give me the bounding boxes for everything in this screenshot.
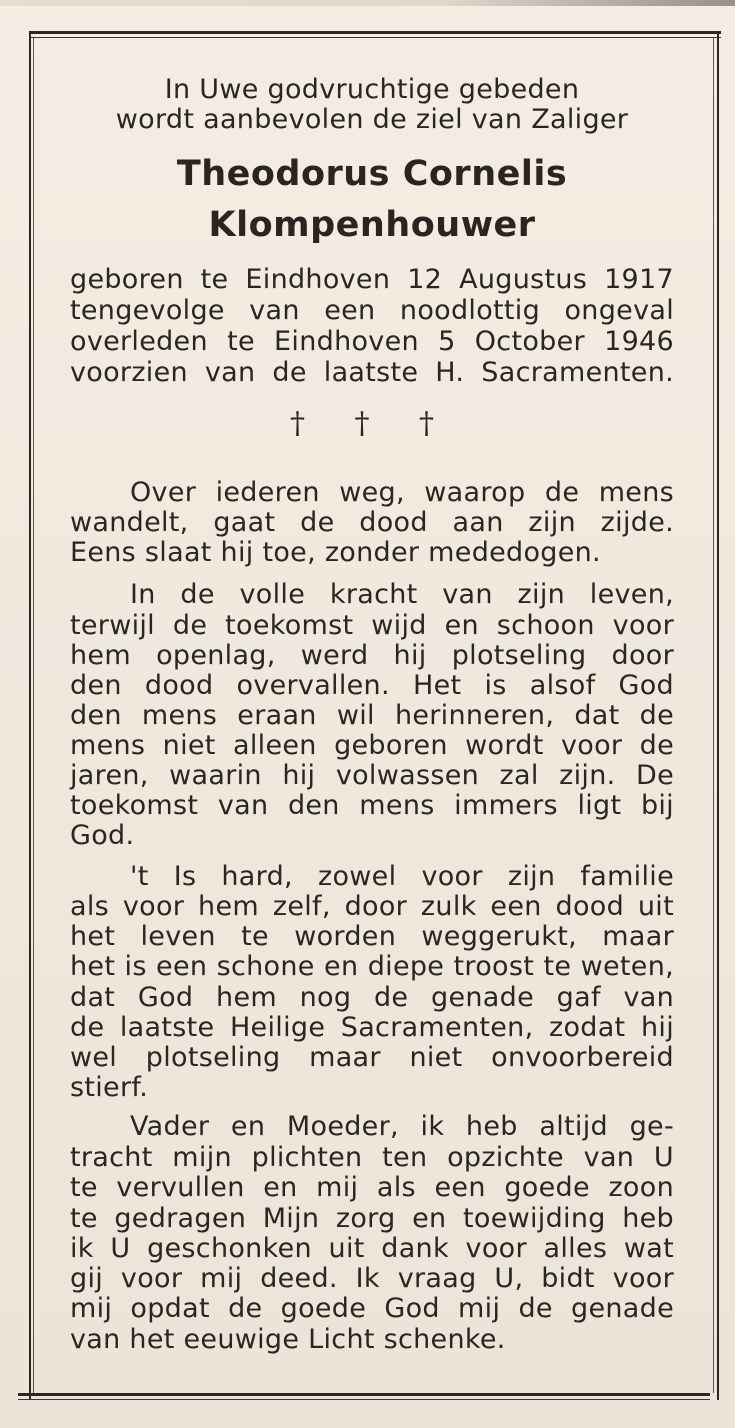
paragraph-2-line: terwijl de toekomst wijd en schoon voor — [70, 610, 674, 641]
frame-border-top — [31, 31, 721, 34]
card-edge-shadow — [0, 0, 735, 6]
paragraph-2-line: hem openlag, werd hij plotseling door — [70, 640, 674, 671]
paragraph-2-line: den mens eraan wil herinneren, dat de — [70, 700, 674, 731]
paragraph-4-line: te vervullen en mij als een goede zoon — [70, 1172, 674, 1203]
paragraph-3-line: de laatste Heilige Sacramenten, zodat hij — [70, 1012, 674, 1043]
paragraph-4-line: mij opdat de goede God mij de genade — [70, 1293, 674, 1324]
paragraph-3-line: het is een schone en diepe troost te weten, — [70, 951, 674, 982]
paragraph-3-line: wel plotseling maar niet onvoorbereid — [70, 1042, 674, 1073]
paragraph-1-line: Eens slaat hij toe, zonder mededogen. — [70, 537, 601, 568]
detail-line: geboren te Eindhoven 12 Augustus 1917 — [70, 264, 674, 295]
paragraph-3-line: 't Is hard, zowel voor zijn familie — [130, 861, 674, 892]
frame-border-bottom — [18, 1393, 710, 1396]
crosses-ornament: † † † — [289, 406, 455, 441]
header-line-1: In Uwe godvruchtige gebeden — [164, 74, 580, 105]
detail-line: voorzien van de laatste H. Sacramenten. — [70, 357, 674, 388]
frame-border-right-inner — [713, 38, 714, 1393]
paragraph-4-line: van het eeuwige Licht schenke. — [70, 1324, 506, 1355]
paragraph-4-line: gij voor mij deed. Ik vraag U, bidt voor — [70, 1263, 674, 1294]
paragraph-4-line: te gedragen Mijn zorg en toewijding heb — [70, 1203, 674, 1234]
paragraph-2-line: den dood overvallen. Het is alsof God — [70, 670, 674, 701]
paragraph-3-line: als voor hem zelf, door zulk een dood uit — [70, 891, 674, 922]
paragraph-2-line: toekomst van den mens immers ligt bij — [70, 790, 674, 821]
frame-border-right — [717, 31, 719, 1400]
frame-border-left — [29, 31, 31, 1400]
paragraph-4-line: Vader en Moeder, ik heb altijd ge- — [130, 1111, 674, 1142]
paragraph-2-line: jaren, waarin hij volwassen zal zijn. De — [70, 760, 674, 791]
paragraph-1-line: Over iederen weg, waarop de mens — [130, 477, 674, 508]
paragraph-1-line: wandelt, gaat de dood aan zijn zijde. — [70, 507, 674, 538]
deceased-name-last: Klompenhouwer — [208, 205, 536, 245]
paragraph-4-line: tracht mijn plichten ten opzichte van U — [70, 1142, 674, 1173]
frame-border-left-inner — [33, 38, 34, 1393]
paragraph-2-line: God. — [70, 820, 135, 851]
paragraph-2-line: In de volle kracht van zijn leven, — [130, 579, 674, 610]
frame-border-top-inner — [31, 37, 721, 38]
header-line-2: wordt aanbevolen de ziel van Zaliger — [115, 104, 629, 135]
deceased-name-first: Theodorus Cornelis — [176, 154, 568, 194]
paragraph-3-line: stierf. — [70, 1072, 149, 1103]
paragraph-2-line: mens niet alleen geboren wordt voor de — [70, 730, 674, 761]
paragraph-3-line: het leven te worden weggerukt, maar — [70, 921, 674, 952]
detail-line: overleden te Eindhoven 5 October 1946 — [70, 326, 674, 357]
paragraph-3-line: dat God hem nog de genade gaf van — [70, 982, 674, 1013]
frame-border-bottom-inner — [18, 1399, 710, 1400]
paragraph-4-line: ik U geschonken uit dank voor alles wat — [70, 1233, 674, 1264]
detail-line: tengevolge van een noodlottig ongeval — [70, 295, 674, 326]
